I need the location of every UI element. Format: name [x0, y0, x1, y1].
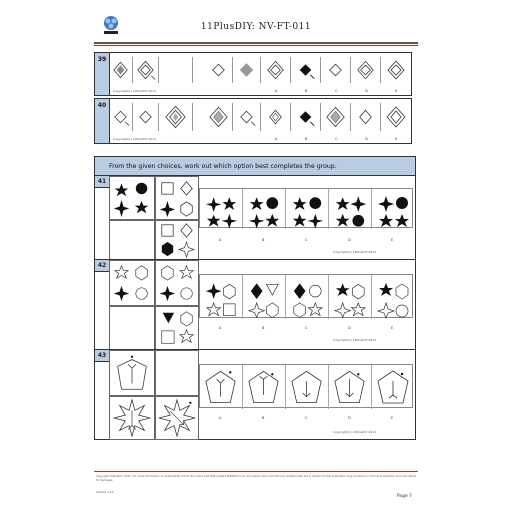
option-e [321, 103, 351, 131]
given-figure-2 [109, 396, 155, 440]
page-number: Page 7 [396, 494, 412, 499]
option-label: D [365, 137, 368, 141]
option-e [321, 57, 351, 83]
answer-options [199, 188, 413, 228]
given-group-blank [109, 306, 155, 350]
option-label: B [262, 238, 265, 242]
question-number: 39 [95, 53, 110, 65]
copyright-note: Copyright(c) 11PlusDIY 2011 [333, 250, 377, 254]
question-42 [95, 259, 415, 350]
option-b [233, 57, 261, 83]
option-a [205, 57, 233, 83]
given-group-3 [155, 306, 199, 350]
footer-copyright: Copyright 11PlusDIY, 2011. For more information on authenticity of this document visit http://www.11PlusDIY.co.uk. Any person who commits any unauthorised act in relation to this publication may be liable to criminal prosecution and civil claims for damages. [96, 475, 416, 482]
option-e [372, 275, 414, 319]
question-43 [95, 349, 415, 440]
option-b [233, 103, 261, 131]
option-label: D [348, 326, 351, 330]
option-label: C [305, 326, 308, 330]
option-label: A [219, 326, 222, 330]
option-e [372, 365, 414, 409]
option-e [372, 189, 414, 229]
option-label: D [348, 416, 351, 420]
option-label: A [219, 238, 222, 242]
option-f [351, 103, 381, 131]
option-label: E [395, 137, 398, 141]
given-group-2 [155, 176, 199, 220]
question-number: 42 [95, 260, 110, 272]
copyright-note: Copyright(c) 11PlusDIY 2011 [113, 89, 157, 93]
option-label: D [348, 238, 351, 242]
option-d [329, 365, 372, 409]
option-b [243, 275, 286, 319]
question-number-band [95, 111, 110, 143]
worksheet-page [92, 10, 420, 502]
page-title: 11PlusDIY: NV-FT-011 [200, 22, 312, 32]
option-c [286, 275, 329, 319]
option-a [200, 365, 243, 409]
sequence-cell [133, 57, 159, 83]
given-figure-3 [155, 396, 199, 440]
given-group-1 [109, 176, 155, 220]
question-39-row [94, 52, 412, 96]
option-d [329, 189, 372, 229]
given-group-3 [155, 220, 199, 260]
sequence-cell [133, 103, 159, 131]
given-group-1 [109, 260, 155, 306]
question-number: 40 [95, 99, 110, 111]
given-group-blank [109, 220, 155, 260]
option-label: B [262, 326, 265, 330]
copyright-note: Copyright(c) 11PlusDIY 2011 [333, 430, 377, 434]
question-41 [95, 175, 415, 260]
header-rule-accent [94, 45, 418, 46]
copyright-note: Copyright(c) 11PlusDIY 2011 [333, 338, 377, 342]
option-c [261, 57, 291, 83]
option-label: B [305, 137, 308, 141]
answer-options [199, 364, 413, 408]
question-number: 41 [95, 176, 110, 188]
option-c [286, 189, 329, 229]
option-d [291, 57, 321, 83]
footer-rule [94, 471, 418, 472]
sequence-cell [109, 103, 133, 131]
sequence-cell [109, 57, 133, 83]
sequence-cell [159, 103, 193, 131]
option-label: E [391, 326, 394, 330]
option-f [351, 57, 381, 83]
option-c [286, 365, 329, 409]
sequence-cell-blank [159, 57, 193, 83]
option-a [205, 103, 233, 131]
option-label: C [305, 416, 308, 420]
option-d [291, 103, 321, 131]
option-label: A [275, 89, 278, 93]
option-b [243, 189, 286, 229]
header-rule [94, 42, 418, 44]
option-label: A [219, 416, 222, 420]
option-b [243, 365, 286, 409]
option-label: D [365, 89, 368, 93]
option-label: E [391, 416, 394, 420]
option-a [200, 275, 243, 319]
option-label: C [335, 137, 338, 141]
option-a [200, 189, 243, 229]
question-40-row [94, 98, 412, 144]
option-label: B [262, 416, 265, 420]
copyright-note: Copyright(c) 11PlusDIY 2011 [113, 137, 157, 141]
question-number: 43 [95, 350, 110, 362]
option-g [381, 57, 411, 83]
complete-the-group-section [94, 156, 416, 440]
given-figure-blank [155, 350, 199, 396]
given-figure-1 [109, 350, 155, 396]
option-label: E [395, 89, 398, 93]
option-c [261, 103, 291, 131]
option-label: E [391, 238, 394, 242]
option-label: A [275, 137, 278, 141]
section-instruction: From the given choices, work out which option best completes the group. [95, 157, 415, 175]
option-label: B [305, 89, 308, 93]
option-g [381, 103, 411, 131]
given-group-2 [155, 260, 199, 306]
option-d [329, 275, 372, 319]
option-label: C [335, 89, 338, 93]
question-number-band [95, 65, 110, 95]
option-label: C [305, 238, 308, 242]
answer-options [199, 274, 413, 318]
version-label: Version 1.10 [96, 490, 114, 494]
